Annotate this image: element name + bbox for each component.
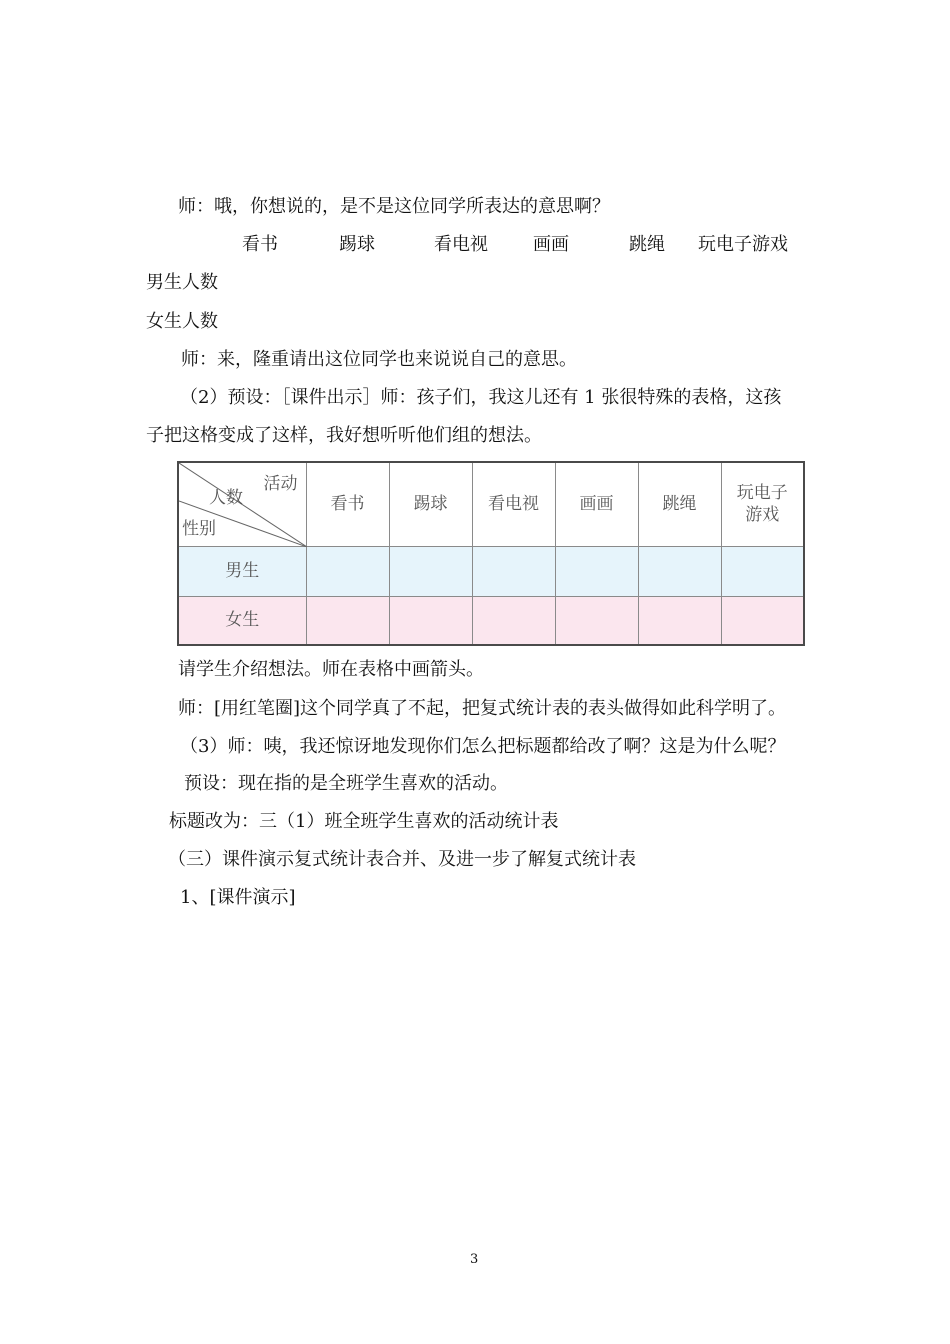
- text-line: 标题改为：三（1）班全班学生喜欢的活动统计表: [169, 811, 559, 832]
- table-cell: [472, 596, 555, 645]
- text-line: 男生人数: [146, 272, 218, 293]
- text-line: 预设：现在指的是全班学生喜欢的活动。: [184, 773, 508, 794]
- corner-activity-label: 活动: [263, 474, 298, 494]
- header-item: 画画: [533, 234, 569, 255]
- activity-header-row: [0, 233, 950, 257]
- compound-stat-table: [177, 461, 805, 646]
- table-row-girls: [178, 596, 804, 645]
- row-label-boys: 男生: [178, 546, 306, 596]
- table-cell: [306, 596, 389, 645]
- corner-gender-label: 性别: [182, 518, 216, 539]
- table-cell: [721, 546, 804, 596]
- table-corner-cell: [178, 462, 306, 546]
- text-line: 请学生介绍想法。师在表格中画箭头。: [178, 659, 484, 680]
- header-item: 玩电子游戏: [698, 234, 788, 255]
- table-cell: [389, 596, 472, 645]
- table-cell: [638, 546, 721, 596]
- table-cell: [555, 546, 638, 596]
- table-cell: [638, 596, 721, 645]
- text-line: 师：[用红笔圈]这个同学真了不起，把复式统计表的表头做得如此科学明了。: [178, 698, 787, 719]
- column-header: 玩电子 游戏: [721, 462, 804, 546]
- header-item: 跳绳: [629, 234, 665, 255]
- page-number: 3: [470, 1252, 479, 1267]
- table-cell: [306, 546, 389, 596]
- column-header: 跳绳: [638, 462, 721, 546]
- table-row-boys: [178, 546, 804, 596]
- row-label-girls: 女生: [178, 596, 306, 645]
- text-line: 师：哦，你想说的，是不是这位同学所表达的意思啊？: [178, 196, 610, 217]
- text-line: （三）课件演示复式统计表合并、及进一步了解复式统计表: [168, 849, 636, 870]
- corner-count-label: 人数: [209, 488, 243, 508]
- table-header-row: [178, 462, 804, 546]
- column-header: 看书: [306, 462, 389, 546]
- text-line: 子把这格变成了这样，我好想听听他们组的想法。: [146, 425, 542, 446]
- table-cell: [472, 546, 555, 596]
- text-line: 师：来，隆重请出这位同学也来说说自己的意思。: [181, 349, 577, 370]
- text-line: 1、[课件演示]: [180, 887, 296, 908]
- table-cell: [555, 596, 638, 645]
- header-item: 看电视: [434, 234, 488, 255]
- table-cell: [721, 596, 804, 645]
- column-header: 踢球: [389, 462, 472, 546]
- column-header: 画画: [555, 462, 638, 546]
- header-item: 看书: [242, 234, 278, 255]
- header-item: 踢球: [339, 234, 375, 255]
- column-header: 看电视: [472, 462, 555, 546]
- text-line: （2）预设：［课件出示］师：孩子们，我这儿还有 1 张很特殊的表格，这孩: [180, 387, 782, 408]
- text-line: （3）师：咦，我还惊讶地发现你们怎么把标题都给改了啊？这是为什么呢？: [180, 736, 786, 757]
- table-cell: [389, 546, 472, 596]
- text-line: 女生人数: [146, 311, 218, 332]
